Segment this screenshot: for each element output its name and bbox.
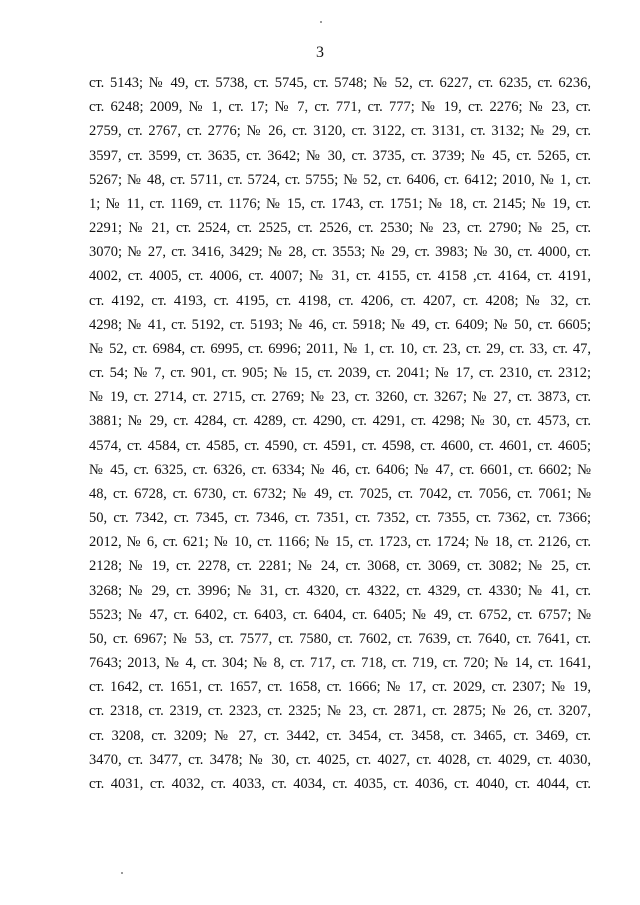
- text-line: 4298; № 41, ст. 5192, ст. 5193; № 46, ст. 5918; № 49, ст. 6409; № 50, ст. 6605;: [89, 316, 591, 333]
- text-line: 7643; 2013, № 4, ст. 304; № 8, ст. 717, ст. 718, ст. 719, ст. 720; № 14, ст. 1641,: [89, 655, 591, 672]
- text-line: 48, ст. 6728, ст. 6730, ст. 6732; № 49, ст. 7025, ст. 7042, ст. 7056, ст. 7061; №: [89, 485, 591, 502]
- text-line: 3597, ст. 3599, ст. 3635, ст. 3642; № 30, ст. 3735, ст. 3739; № 45, ст. 5265, ст.: [89, 147, 591, 164]
- text-line: ст. 54; № 7, ст. 901, ст. 905; № 15, ст. 2039, ст. 2041; № 17, ст. 2310, ст. 2312;: [89, 365, 591, 382]
- text-line: ст. 5143; № 49, ст. 5738, ст. 5745, ст. 5748; № 52, ст. 6227, ст. 6235, ст. 6236,: [89, 75, 591, 91]
- text-line: 50, ст. 6967; № 53, ст. 7577, ст. 7580, ст. 7602, ст. 7639, ст. 7640, ст. 7641, ст.: [89, 630, 591, 647]
- text-line: 5523; № 47, ст. 6402, ст. 6403, ст. 6404, ст. 6405; № 49, ст. 6752, ст. 6757; №: [89, 606, 591, 623]
- text-line: 50, ст. 7342, ст. 7345, ст. 7346, ст. 7351, ст. 7352, ст. 7355, ст. 7362, ст. 7366;: [89, 510, 591, 527]
- text-line: 3470, ст. 3477, ст. 3478; № 30, ст. 4025, ст. 4027, ст. 4028, ст. 4029, ст. 4030,: [89, 751, 591, 768]
- text-line: № 52, ст. 6984, ст. 6995, ст. 6996; 2011, № 1, ст. 10, ст. 23, ст. 29, ст. 33, ст. 47,: [89, 340, 591, 357]
- scan-speck: [121, 872, 123, 874]
- text-line: 5267; № 48, ст. 5711, ст. 5724, ст. 5755; № 52, ст. 6406, ст. 6412; 2010, № 1, ст.: [89, 171, 591, 188]
- text-line: 2012, № 6, ст. 621; № 10, ст. 1166; № 15, ст. 1723, ст. 1724; № 18, ст. 2126, ст.: [89, 534, 591, 551]
- text-line: 2128; № 19, ст. 2278, ст. 2281; № 24, ст. 3068, ст. 3069, ст. 3082; № 25, ст.: [89, 558, 591, 575]
- text-line: ст. 2318, ст. 2319, ст. 2323, ст. 2325; № 23, ст. 2871, ст. 2875; № 26, ст. 3207,: [89, 703, 591, 720]
- text-line: ст. 6248; 2009, № 1, ст. 17; № 7, ст. 771, ст. 777; № 19, ст. 2276; № 23, ст.: [89, 99, 591, 116]
- text-line: 4574, ст. 4584, ст. 4585, ст. 4590, ст. 4591, ст. 4598, ст. 4600, ст. 4601, ст. 4605;: [89, 437, 591, 454]
- text-line: 3070; № 27, ст. 3416, 3429; № 28, ст. 3553; № 29, ст. 3983; № 30, ст. 4000, ст.: [89, 244, 591, 261]
- text-line: ст. 4031, ст. 4032, ст. 4033, ст. 4034, ст. 4035, ст. 4036, ст. 4040, ст. 4044, ст.: [89, 775, 591, 792]
- text-line: 3268; № 29, ст. 3996; № 31, ст. 4320, ст. 4322, ст. 4329, ст. 4330; № 41, ст.: [89, 582, 591, 599]
- text-line: ст. 1642, ст. 1651, ст. 1657, ст. 1658, ст. 1666; № 17, ст. 2029, ст. 2307; № 19,: [89, 679, 591, 696]
- text-line: № 19, ст. 2714, ст. 2715, ст. 2769; № 23, ст. 3260, ст. 3267; № 27, ст. 3873, ст.: [89, 389, 591, 406]
- text-line: ст. 4192, ст. 4193, ст. 4195, ст. 4198, ст. 4206, ст. 4207, ст. 4208; № 32, ст.: [89, 292, 591, 309]
- text-line: 3881; № 29, ст. 4284, ст. 4289, ст. 4290, ст. 4291, ст. 4298; № 30, ст. 4573, ст.: [89, 413, 591, 430]
- scan-speck: [320, 21, 322, 23]
- text-line: № 45, ст. 6325, ст. 6326, ст. 6334; № 46, ст. 6406; № 47, ст. 6601, ст. 6602; №: [89, 461, 591, 478]
- document-body: [89, 71, 591, 796]
- text-line: 2759, ст. 2767, ст. 2776; № 26, ст. 3120, ст. 3122, ст. 3131, ст. 3132; № 29, ст.: [89, 123, 591, 140]
- text-line: 4002, ст. 4005, ст. 4006, ст. 4007; № 31, ст. 4155, ст. 4158 ,ст. 4164, ст. 4191,: [89, 268, 591, 285]
- page-number: 3: [316, 44, 324, 61]
- text-line: ст. 3208, ст. 3209; № 27, ст. 3442, ст. 3454, ст. 3458, ст. 3465, ст. 3469, ст.: [89, 727, 591, 744]
- text-line: 1; № 11, ст. 1169, ст. 1176; № 15, ст. 1743, ст. 1751; № 18, ст. 2145; № 19, ст.: [89, 195, 591, 212]
- text-line: 2291; № 21, ст. 2524, ст. 2525, ст. 2526, ст. 2530; № 23, ст. 2790; № 25, ст.: [89, 220, 591, 237]
